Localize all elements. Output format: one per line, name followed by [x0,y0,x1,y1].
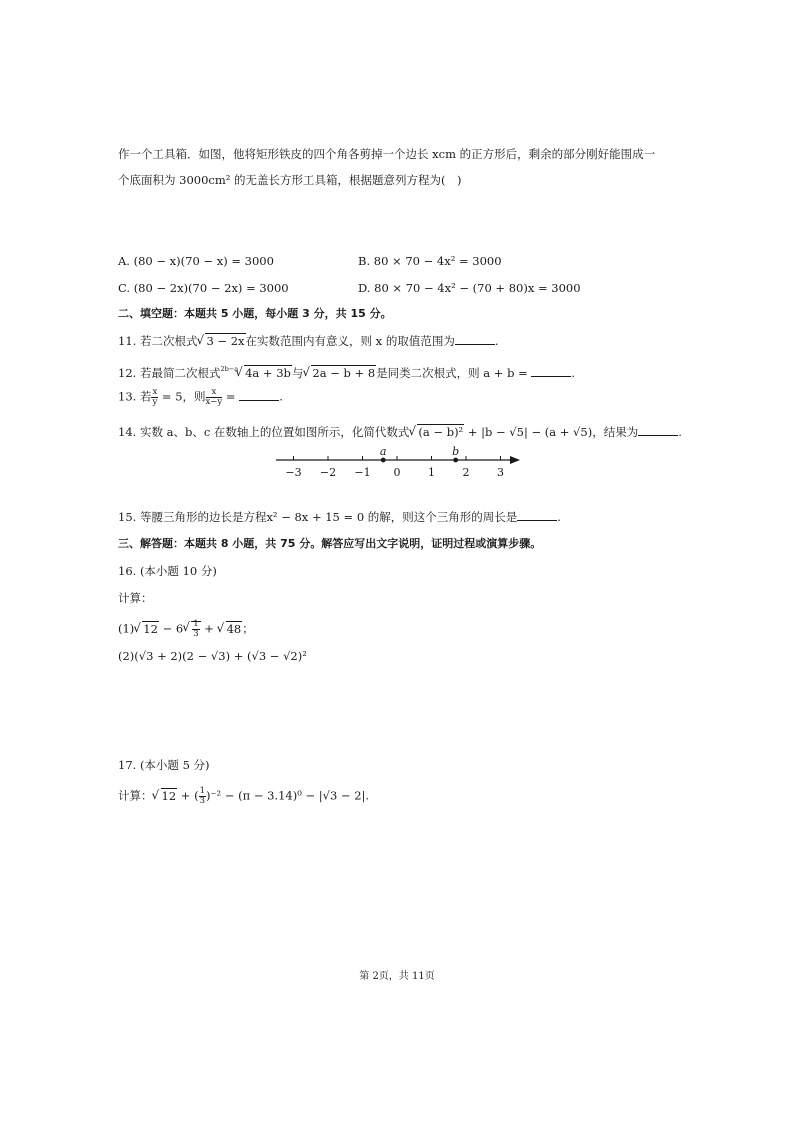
number-line-point-label-a: a [379,446,387,458]
q11-radicand: 3 − 2x [206,334,245,348]
q14-answer-blank[interactable] [638,425,678,436]
number-line-tick-label: −3 [285,466,302,479]
q12-radicand-1: 4a + 3b [245,366,291,380]
q12-sqrt-2 [303,365,376,381]
q13-fraction-2 [206,388,223,407]
q17-radicand: 12 [161,788,177,803]
q14-pre: 14. 实数 a、b、c 在数轴上的位置如图所示，化简代数式 [118,425,410,439]
q17-heading: 17. (本小题 5 分) [118,758,210,772]
option-a: A. (80 − x)(70 − x) = 3000 [118,254,274,268]
number-line-tick-label: −2 [319,466,337,479]
q16-p1-sqrt-b [218,621,243,637]
intro-line-2: 个底面积为 3000cm² 的无盖长方形工具箱，根据题意列方程为( ) [118,173,462,187]
q16-p1-label: (1) [118,621,135,636]
q16-calc-label: 计算： [118,591,153,605]
question-13: 13. 若 $\frac{x}{y}$ = 5，则 $\frac{x}{x-y}$ = . [118,387,283,407]
q16-p1-denominator: 3 [193,629,199,639]
q13-pre: 13. 若 [118,389,152,404]
number-line-point-label-b: b [452,446,460,458]
q11-post: 在实数范围内有意义，则 x 的取值范围为 [245,334,455,348]
q13-f1-numerator: x [152,387,158,397]
q12-sqrt-1 [236,365,292,381]
q11-answer-blank[interactable] [455,334,495,345]
q11-pre: 11. 若二次根式 [118,334,198,348]
number-line-tick-label: 1 [428,466,435,479]
q16-p1-sqrt-a [134,621,159,637]
q17-expression [118,787,369,806]
q12-mid: 与 [291,366,304,380]
q16-part-1: (1)√ 12 − 6 √ $\frac{1}{3}$ + √ 48； [118,620,254,639]
q12-answer-blank[interactable] [531,366,571,377]
q14-radicand: (a − b)² [418,425,464,439]
q16-p1-fraction [192,620,199,639]
section-3-heading: 三、解答题：本题共 8 小题，共 75 分。解答应写出文字说明，证明过程或演算步骤。 [118,537,542,550]
q16-heading: 16. (本小题 10 分) [118,564,217,578]
option-d: D. 80 × 70 − 4x² − (70 + 80)x = 3000 [358,281,581,295]
number-line-tick-label: 0 [393,466,401,479]
question-12: 12. 若最简二次根式$^{2b-a}$√ 4a + 3b与√ 2a − b + 8是同类二次根式，则 a + b = . [118,361,575,381]
q16-p1-radicand-b: 48 [226,621,242,636]
q15-answer-blank[interactable] [517,510,557,521]
number-line-tick-label: 3 [497,466,504,479]
q16-p1-numerator: √ 1 [193,619,199,629]
number-line-tick-label: 2 [462,466,470,479]
q13-answer-blank[interactable] [239,390,279,401]
number-line [0,446,794,486]
q17-numerator: 1 [199,786,205,796]
q12-radicand-2: 2a − b + 8 [312,366,376,380]
number-line-point-b [453,458,458,463]
option-b: B. 80 × 70 − 4x² = 3000 [358,254,502,268]
number-line-point-a [381,458,386,463]
q16-part-2: (2)(√3 + 2)(2 − √3) + (√3 − √2)² [118,649,307,663]
q16-p1-radicand-a: 12 [143,621,158,636]
q16-p1-mid: − 6 [158,621,184,636]
question-11: 11. 若二次根式√ 3 − 2x在实数范围内有意义，则 x 的取值范围为 . [118,333,498,349]
q11-sqrt [197,333,245,349]
question-14: 14. 实数 a、b、c 在数轴上的位置如图所示，化简代数式√ (a − b)² + |b − √5| − (a + √5)，结果为 . [118,424,682,440]
q17-mid: + ( [177,788,199,803]
q12-root-index: 2b−a [220,365,239,373]
q14-mid: + |b − √5| − (a + √5)，结果为 [464,425,639,439]
question-15: 15. 等腰三角形的边长是方程x² − 8x + 15 = 0 的解，则这个三角形的周长是 . [118,510,561,524]
q12-post: 是同类二次根式，则 a + b = [376,366,532,380]
section-2-heading: 二、填空题：本题共 5 小题，每小题 3 分，共 15 分。 [118,307,392,320]
number-line-arrow [510,456,520,464]
q17-calc-label: 计算： [118,788,153,803]
q13-f2-denominator: x−y [205,397,223,407]
q17-sqrt [153,788,178,804]
q12-pre: 12. 若最简二次根式 [118,366,221,380]
q17-tail: )⁻² − (π − 3.14)⁰ − |√3 − 2|. [206,788,370,803]
q13-f1-denominator: y [152,397,158,407]
q16-p1-sqrt-frac [183,620,200,639]
q13-post: = [222,389,240,404]
q16-p1-end: ； [242,621,254,636]
number-line-tick-label: −1 [354,466,371,479]
q17-fraction [199,787,206,806]
q17-denominator: 3 [199,796,205,806]
q15-text: 15. 等腰三角形的边长是方程x² − 8x + 15 = 0 的解，则这个三角形的周长是 [118,510,518,524]
q13-f2-numerator: x [206,388,223,398]
q13-mid: = 5，则 [158,389,206,404]
page-footer: 第 2页，共 11页 [359,971,435,982]
intro-line-1: 作一个工具箱．如图，他将矩形铁皮的四个角各剪掉一个边长 xcm 的正方形后，剩余的部分刚好能围成一 [118,147,656,161]
option-c: C. (80 − 2x)(70 − 2x) = 3000 [118,281,289,295]
q14-sqrt [409,424,464,440]
